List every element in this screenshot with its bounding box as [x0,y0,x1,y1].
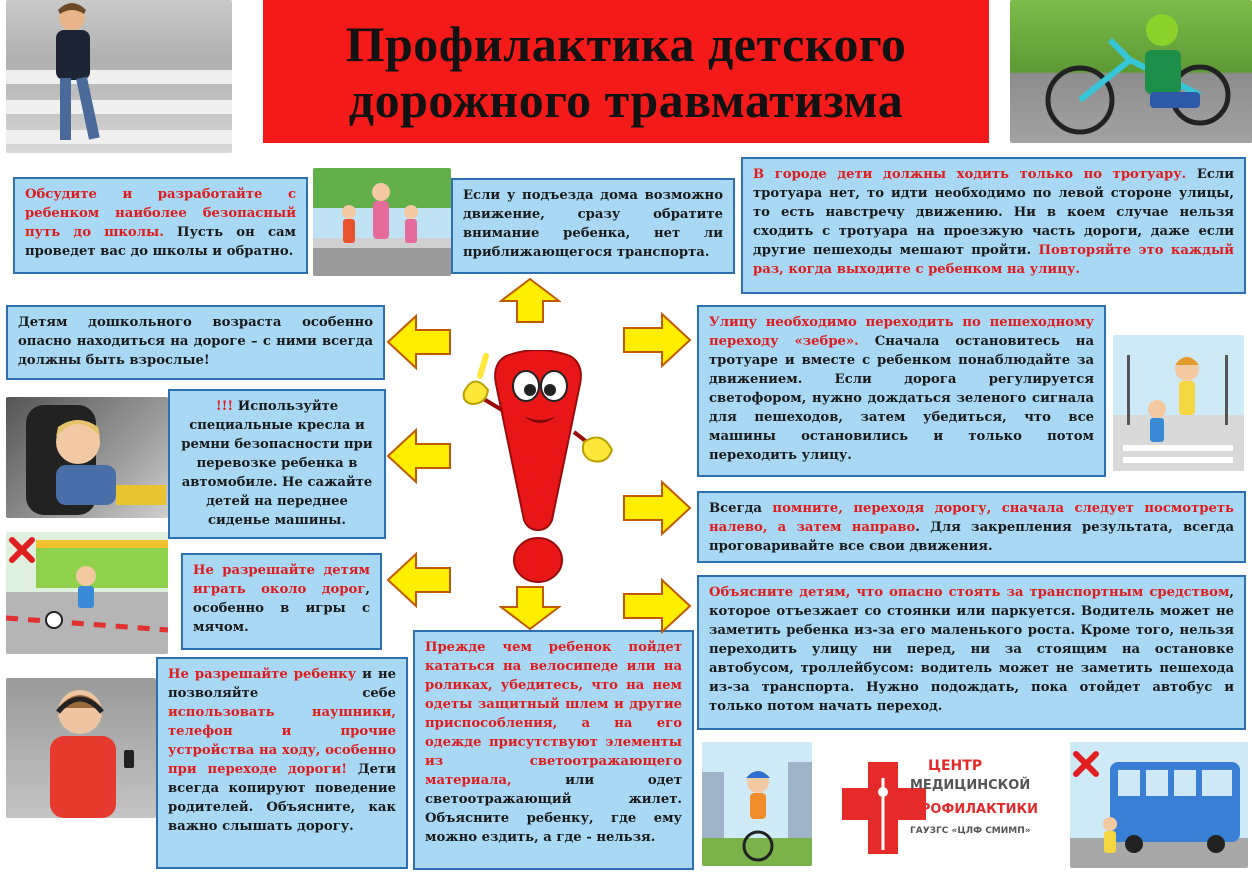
bicycle-box [413,630,694,870]
sidewalk-red-text-1: В городе дети должны ходить только по тротуару. [753,167,1187,182]
car-seat-box [168,389,386,539]
children-at-crossing-illustration [1113,335,1244,471]
school-route-box [13,177,308,274]
kids-behind-bus-illustration [1070,742,1248,868]
entrance-box [451,178,735,274]
arrow-left-icon [386,552,452,608]
sidewalk-red-text-2: Повторяйте это каждый раз, когда выходите с ребенком на улицу. [753,243,1234,277]
boy-with-headphones-photo [6,678,156,818]
school-route-text: Пусть он сам проведет вас до школы и обратно. [25,225,296,259]
arrow-down-icon [499,585,561,631]
child-playing-near-road-illustration [6,532,168,654]
no-play-text: , особенно в игры с мячом. [193,582,370,635]
behind-vehicle-box [697,575,1246,730]
look-left-text-2: . Для закрепления результата, всегда проговаривайте все свои движения. [709,520,1235,554]
arrow-left-icon [386,314,452,370]
school-route-red-text: Обсудите и разработайте с ребенком наиболее безопасный путь до школы. [25,187,296,240]
arrow-up-icon [499,277,561,324]
title-line-2: дорожного травматизма [348,71,904,128]
headphones-red-text-1: Не разрешайте ребенку [168,667,357,682]
zebra-box [697,305,1106,477]
arrow-right-icon [622,312,692,368]
headphones-text-1: и не позволяйте себе [168,667,396,701]
logo-line-3: ПРОФИЛАКТИКИ [910,802,1038,817]
prohibition-cross-icon [1072,750,1100,778]
car-seat-text: Используйте специальные кресла и ремни безопасности при перевозке ребенка в автомобиле. Не сажайте детей на переднее сиденье машины. [181,399,373,528]
arrow-right-icon [622,578,692,634]
bicycle-text: или одет светоотражающий жилет. Объясните ребенку, где ему можно ездить, а где - нельзя. [425,773,682,845]
arrow-left-icon [386,428,452,484]
page-title [263,0,989,143]
car-seat-red-text: !!! [215,399,234,414]
logo-line-4: ГАУЗГС «ЦЛФ СМИМП» [910,826,1031,836]
entrance-text: Если у подъезда дома возможно движение, сразу обратите внимание ребенка, нет ли приближающегося транспорта. [463,188,723,260]
child-in-car-seat-photo [6,397,168,518]
no-play-red-text: Не разрешайте детям играть около дорог [193,563,370,597]
headphones-text-2: Дети всегда копируют поведение родителей. Объясните, как важно слышать дорогу. [168,762,396,834]
headphones-box [156,657,408,869]
behind-vehicle-text: , которое отъезжает со стоянки или паркуется. Водитель может не заметить ребенка из-за его маленького роста. Кроме того, нельзя переходить улицу ни перед, ни за стоящим на остановке автобусом, троллейбусом: водитель может не заметить пешехода из-за транспорта. Нужно подождать, пока отойдет автобус и только потом начать переход. [709,585,1234,714]
child-fallen-bike-photo [1010,0,1252,143]
arrow-right-icon [622,480,692,536]
prohibition-cross-icon [8,536,36,564]
headphones-red-text-2: использовать наушники, телефон и прочие устройства на ходу, особенно при переходе дороги! [168,705,396,777]
grandma-with-kids-illustration [313,168,451,276]
child-on-crosswalk-photo [6,0,232,153]
title-line-1: Профилактика детского [345,15,907,72]
sidewalk-text: Если тротуара нет, то идти необходимо по левой стороне улицы, то есть навстречу движению. Ни в коем случае нельзя сходить с тротуара на проезжую часть дороги, даже если другие пешеходы мешают пройти. [753,167,1234,258]
zebra-red-text: Улицу необходимо переходить по пешеходному переходу «зебре». [709,315,1094,349]
zebra-text: Сначала остановитесь на тротуаре и вместе с ребенком понаблюдайте за движением. Если дорога регулируется светофором, нужно дождаться зеленого сигнала для пешеходов, затем убедиться, что все машины остановились и только потом переходить улицу. [709,334,1094,463]
logo-line-1: ЦЕНТР [928,758,983,774]
sidewalk-box [741,157,1246,294]
preschool-text: Детям дошкольного возраста особенно опасно находиться на дороге – с ними всегда должны быть взрослые! [18,315,373,368]
bicycle-red-text: Прежде чем ребенок пойдет кататься на велосипеде или на роликах, убедитесь, что на нем одеты защитный шлем и другие приспособления, а на его одежде присутствуют элементы из светоотражающего материала, [425,640,682,788]
look-left-text-1: Всегда [709,501,773,516]
logo-line-2: МЕДИЦИНСКОЙ [910,778,1031,793]
cyclist-boy-illustration [702,742,812,866]
preschool-box [6,305,385,380]
look-left-red-text: помните, переходя дорогу, сначала следует посмотреть налево, а затем направо [709,501,1235,535]
exclamation-mascot-icon [456,350,620,586]
medical-prevention-logo [840,758,1050,858]
no-play-box [181,553,382,650]
behind-vehicle-red-text: Объясните детям, что опасно стоять за транспортным средством [709,585,1230,600]
look-left-box [697,491,1246,563]
